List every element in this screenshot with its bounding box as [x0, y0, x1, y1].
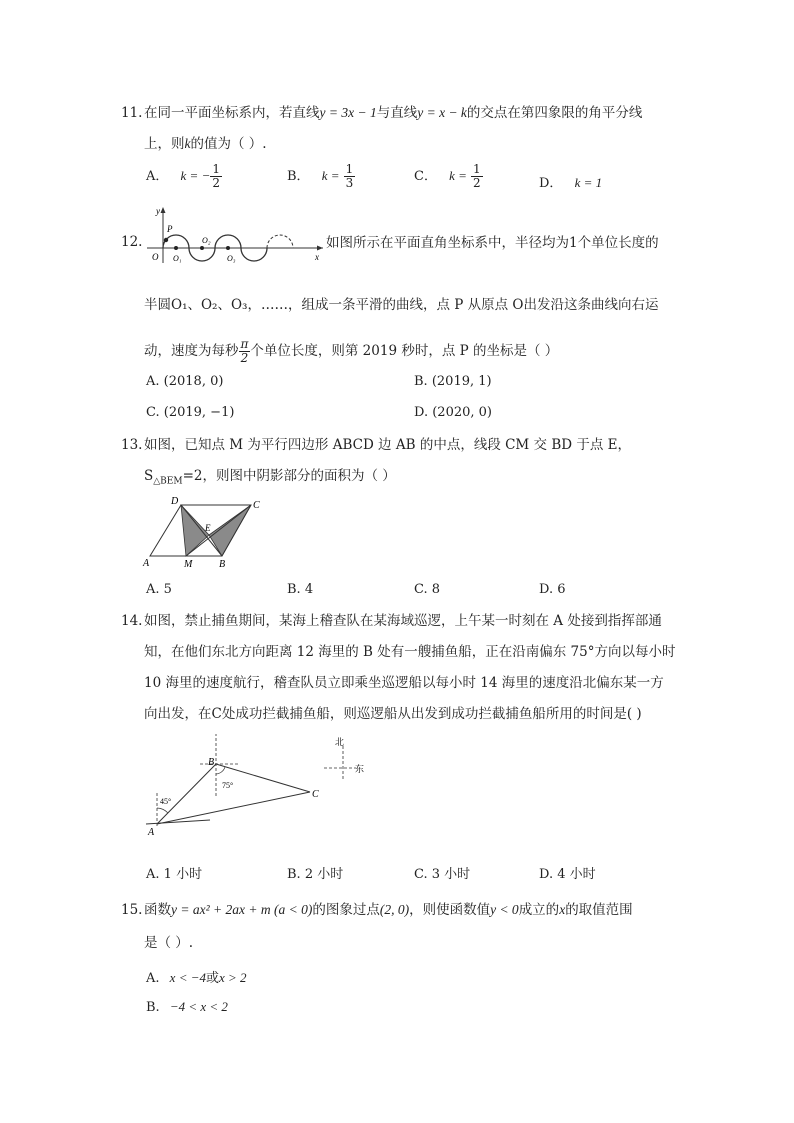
option-text: (2018, 0) [163, 374, 224, 389]
question-text-line [144, 104, 642, 122]
x-axis-arrow [317, 246, 323, 251]
question-text-line: 10 海里的速度航行，稽查队员立即乘坐巡逻船以每小时 14 海里的速度沿北偏东某一方 [144, 675, 664, 691]
option-text: (2020, 0) [432, 405, 492, 420]
text-segment: 成立的 [518, 902, 560, 918]
option-text: (2019, 1) [431, 374, 492, 389]
option-a[interactable] [146, 967, 247, 986]
label-a: A [148, 827, 155, 838]
text-segment: =2，则图中阴影部分的面积为（ ） [182, 468, 396, 484]
question-text-line [144, 467, 396, 491]
option-label: A. [146, 971, 160, 986]
option-a[interactable] [146, 582, 172, 597]
option-label: B. [146, 1000, 160, 1015]
label-d: D [171, 496, 179, 507]
label-b: B [219, 559, 226, 570]
label-p: P [167, 224, 173, 234]
math-expression: k = [321, 168, 340, 183]
option-text: 4 小时 [557, 867, 596, 882]
text-segment: S [144, 468, 154, 484]
option-text: 2 小时 [304, 867, 344, 882]
option-b[interactable] [146, 999, 228, 1015]
option-c[interactable] [414, 582, 440, 597]
text-segment: 在同一平面坐标系内，若直线 [144, 105, 320, 121]
point-p [164, 238, 168, 242]
question-text-line: 知，在他们东北方向距离 12 海里的 B 处有一艘捕鱼船，正在沿南偏东 75°方向以每小时 [144, 644, 676, 660]
label-east: 东 [355, 764, 365, 774]
denominator: 2 [240, 351, 249, 365]
math-expression: k = 1 [574, 175, 603, 190]
math-expression: y = 3x − 1 [319, 105, 377, 120]
option-text: 1 小时 [163, 867, 203, 882]
option-text: 8 [431, 582, 441, 597]
y-axis-arrow [161, 207, 166, 213]
fraction [344, 163, 356, 190]
question-text-line: 如图，禁止捕鱼期间，某海上稽查队在某海域巡逻，上午某一时刻在 A 处接到指挥部通 [144, 613, 662, 629]
option-text: 4 [304, 582, 314, 597]
fraction-pi-over-2 [239, 338, 251, 365]
option-c[interactable] [414, 863, 470, 882]
question-text-line [144, 901, 633, 919]
math-expression: y = ax² + 2ax + m (a < 0) [171, 902, 313, 917]
denominator: 3 [345, 176, 354, 190]
option-a[interactable] [146, 374, 223, 389]
text-segment: 的图象过点 [312, 902, 380, 918]
baseline-at-a [146, 820, 210, 824]
option-label: B. [287, 582, 301, 597]
math-expression: k = − [180, 168, 211, 183]
label-c: C [312, 789, 319, 800]
numerator: π [240, 337, 249, 351]
center-o1 [174, 246, 178, 250]
option-label: C. [414, 582, 428, 597]
option-label: D. [539, 867, 554, 882]
interception-figure [140, 732, 380, 844]
question-text-line [144, 135, 267, 153]
option-label: C. [414, 867, 428, 882]
math-variable: k [184, 136, 191, 151]
label-origin: O [152, 252, 159, 262]
option-d[interactable] [539, 172, 602, 191]
option-a[interactable] [146, 863, 202, 882]
option-b[interactable] [287, 163, 355, 190]
option-d[interactable] [539, 863, 596, 882]
option-b[interactable] [287, 582, 313, 597]
question-text-line: 是（ ）. [144, 935, 194, 951]
label-north: 北 [335, 737, 345, 747]
option-label: D． [539, 176, 563, 191]
option-label: B. [414, 374, 428, 389]
math-variable: x [559, 902, 566, 917]
label-m: M [184, 559, 193, 570]
label-e: E [205, 523, 211, 533]
label-y: y [156, 206, 160, 216]
option-text: 3 小时 [431, 867, 471, 882]
subscript: △BEM [153, 476, 183, 487]
math-expression: y = x − k [417, 105, 467, 120]
option-label: A. [146, 582, 160, 597]
option-label: A． [146, 169, 169, 184]
label-o2: O₂ [202, 236, 211, 245]
option-text: 6 [557, 582, 566, 597]
option-d[interactable] [539, 582, 566, 597]
option-label: C. [146, 405, 160, 420]
text-segment: 的值为（ ）. [190, 136, 267, 152]
question-number: 12. [121, 234, 143, 250]
option-b[interactable] [414, 374, 492, 389]
label-c: C [253, 500, 260, 511]
question-text-line: 半圆O₁、O₂、O₃，……，组成一条平滑的曲线，点 P 从原点 O出发沿这条曲线向右运 [144, 297, 659, 313]
question-text-line: 向出发，在C处成功拦截捕鱼船，则巡逻船从出发到成功拦截捕鱼船所用的时间是( ) [144, 706, 642, 722]
numerator: 1 [345, 162, 354, 176]
text-segment: 的取值范围 [565, 902, 633, 918]
option-text: 5 [163, 582, 172, 597]
dashed-curve [267, 235, 293, 248]
denominator: 2 [212, 176, 220, 190]
option-label: A. [146, 867, 160, 882]
question-number: 15. [121, 902, 143, 918]
text-segment: 个单位长度，则第 2019 秒时，点 P 的坐标是（ ） [250, 343, 559, 359]
option-label: D. [539, 582, 554, 597]
option-label: B． [287, 169, 310, 184]
text-segment: ，则使函数值 [409, 902, 491, 918]
center-o2 [200, 246, 204, 250]
angle-arc-45 [157, 808, 168, 813]
angle-arc-75 [216, 767, 225, 774]
denominator: 2 [473, 176, 481, 190]
option-label: A. [146, 374, 160, 389]
math-expression: k = [449, 168, 467, 183]
label-o3: O₃ [227, 254, 236, 263]
center-o3 [226, 246, 230, 250]
segment-ab [157, 764, 216, 824]
text-segment: 动，速度为每秒 [144, 343, 239, 359]
text-segment: 或 [206, 971, 220, 986]
text-segment: 的交点在第四象限的角平分线 [466, 105, 643, 121]
fraction [471, 163, 483, 190]
math-expression: (2, 0) [379, 902, 410, 917]
label-angle-45: 45° [160, 797, 172, 806]
label-o1: O₁ [173, 254, 182, 263]
option-c[interactable] [146, 405, 234, 420]
option-b[interactable] [287, 863, 343, 882]
option-text: (2019, −1) [163, 405, 235, 420]
label-angle-75: 75° [222, 781, 234, 790]
parallelogram-figure [140, 494, 270, 570]
question-text-line: 如图所示在平面直角坐标系中，半径均为1个单位长度的 [326, 235, 659, 251]
math-expression: x > 2 [219, 970, 247, 985]
option-label: D. [414, 405, 429, 420]
option-d[interactable] [414, 405, 492, 420]
math-expression: x < −4 [169, 970, 206, 985]
text-segment: 函数 [144, 902, 171, 918]
numerator: 1 [473, 162, 481, 176]
question-text-line: 如图，已知点 M 为平行四边形 ABCD 边 AB 的中点，线段 CM 交 BD 于点 E， [144, 437, 632, 453]
option-c[interactable] [414, 163, 483, 190]
label-a: A [143, 558, 150, 569]
question-number: 11. [121, 105, 143, 121]
text-segment: 上，则 [144, 136, 185, 152]
option-label: B. [287, 867, 301, 882]
segment-ac [157, 792, 310, 824]
question-number: 13. [121, 437, 143, 453]
question-number: 14. [121, 613, 143, 629]
math-expression: y < 0 [490, 902, 519, 917]
numerator: 1 [212, 162, 220, 176]
label-x: x [315, 252, 319, 262]
math-expression: −4 < x < 2 [169, 999, 228, 1014]
label-b: B [208, 757, 215, 768]
option-label: C． [414, 169, 437, 184]
text-segment: 与直线 [376, 105, 418, 121]
semicircle-curve-figure [143, 203, 325, 265]
option-a[interactable] [146, 163, 222, 190]
question-text-line [144, 338, 558, 365]
fraction [210, 163, 222, 190]
